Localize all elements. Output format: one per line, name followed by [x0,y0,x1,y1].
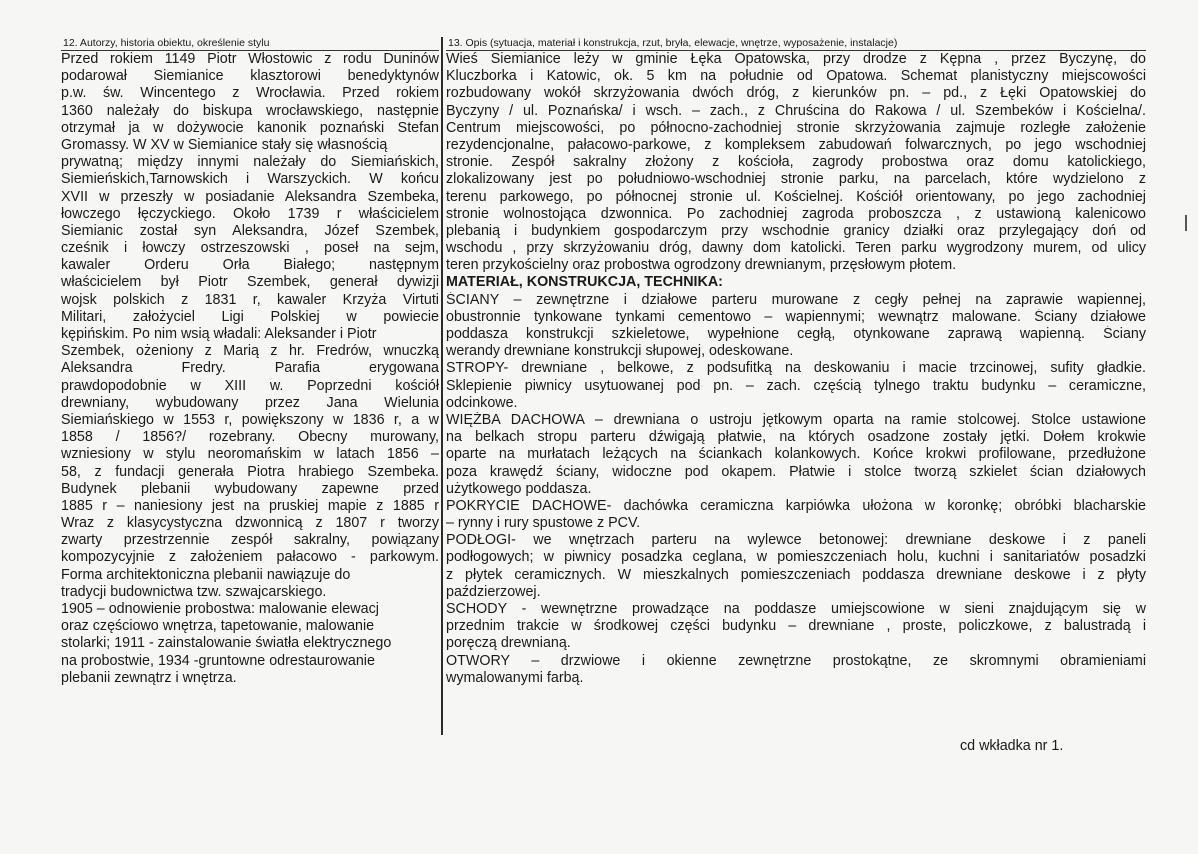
continuation-note: cd wkładka nr 1. [960,738,1064,754]
description-text [446,51,1146,687]
description-line: WIĘŹBA DACHOWA – drewniana o ustroju jętkowym oparta na ramie stolcowej. Stolce ustawione [446,411,1146,428]
history-line: Wraz z klasycystyczna dzwonnicą z 1807 r tworzy [61,515,439,532]
description-line: PODŁOGI- we wnętrzach parteru na wylewce betonowej: drewniane deskowe i z paneli [446,532,1146,549]
description-line: przednim trakcie w środkowej części budynku – drewniane , proste, policzkowe, z balustradą i [446,618,1146,635]
history-line: XVII w przeszły w posiadanie Aleksandra Szembeka, [61,188,439,205]
history-line: zwarty przestrzennie zespół sakralny, powiązany [61,532,439,549]
history-line: p.w. św. Wincentego z Wrocławia. Przed rokiem [61,85,439,102]
description-line: wymalowanymi farbą. [446,669,584,686]
description-line: rezydencjonalne, pałacowo-parkowe, z kompleksem zabudowań folwarcznych, po jego wschodniej [446,136,1146,153]
history-line: kawaler Orderu Orła Białego; następnym [61,257,439,274]
history-header: 12. Autorzy, historia obiektu, określenie stylu [61,37,439,51]
description-line: ŚCIANY – zewnętrzne i działowe parteru murowane z cegły pełnej na zaprawie wapiennej, [446,291,1146,308]
description-line: terenu parkowego, po północnej stronie ul. Kościelnej. Kościół orientowany, po jego zachodniej [446,188,1146,205]
history-line: Budynek plebanii wybudowany zapewne przed [61,480,439,497]
description-line: zlokalizowany jest po południowo-wschodniej stronie parku, na parcelach, które wydzielono z [446,171,1146,188]
history-line: tradycji budownictwa tzw. szwajcarskiego. [61,583,327,600]
history-line: na probostwie, 1934 -gruntowne odrestaurowanie [61,652,375,669]
history-line: łowczego łęczyckiego. Około 1739 r właścicielem [61,205,439,222]
history-line: Przed rokiem 1149 Piotr Włostowic z rodu Duninów [61,51,439,67]
history-line: Siemieńskich,Tarnowskich i Warszyckich. W końcu [61,171,439,188]
description-line: odcinkowe. [446,394,518,411]
history-line: Forma architektoniczna plebanii nawiązuje do [61,566,351,583]
history-line: prawdopodobnie w XIII w. Poprzedni kościół [61,377,439,394]
history-line: 1858 / 1856?/ rozebrany. Obecny murowany, [61,429,439,446]
history-line: Szembek, ożeniony z Marią z hr. Fredrów, wnuczką [61,343,439,360]
history-column [61,37,439,727]
description-line: werandy drewniane konstrukcji słupowej, odeskowane. [446,343,794,360]
description-line: POKRYCIE DACHOWE- dachówka ceramiczna karpiówka ułożona w koronkę; obróbki blacharskie [446,497,1146,514]
history-line: 1885 r – naniesiony jest na pruskiej mapie z 1885 r [61,497,439,514]
history-line: właścicielem był Piotr Szembek, generał dywizji [61,274,439,291]
history-line: wojsk polskich z 1831 r, kawaler Krzyża Virtuti [61,291,439,308]
history-line: kompozycyjnie z założeniem pałacowo - parkowym. [61,549,439,566]
history-line: drewniany, wybudowany przez Jana Wielunia [61,394,439,411]
description-line: z płytek ceramicznych. W mieszkalnych pomieszczeniach poddasza drewniane deskowe i z płyty [446,566,1146,583]
description-line: obustronnie tynkowane tynkami cementowo – wapiennymi; wewnątrz malowane. Ściany działowe [446,308,1146,325]
description-line: rozbudowany wokół skrzyżowania dwóch dróg, z kierunków pn. – pd., z Łęki Opatowskiej do [446,85,1146,102]
description-line: użytkowego poddasza. [446,480,592,497]
scan-edge-mark [1183,215,1189,231]
history-line: kępińskim. Po nim wsią władali: Aleksander i Piotr [61,326,377,342]
description-line: stronie. Zespół sakralny złożony z kościoła, zagrody probostwa oraz domu katolickiego, [446,154,1146,171]
history-line: Siemianic został syn Aleksandra, Józef Szembek, [61,222,439,239]
description-column [446,37,1146,757]
description-line: poddasza konstrukcji szkieletowe, wypełnione cegłą, otynkowane zaprawą wapienną. Ściany [446,326,1146,342]
description-line: Sklepienie piwnicy usytuowanej pod pn. – zach. częścią tylnego traktu budynku – ceramiczne, [446,377,1146,394]
history-line: wzniesiony w stylu neoromańskim w latach 1856 – [61,446,439,463]
description-line: stronie wolnostojąca dzwonnica. Po zachodniej zagroda proboszcza , z ustawioną kalenicowo [446,205,1146,222]
history-text [61,51,439,687]
history-line: podarował Siemianice klasztorowi benedyktynów [61,68,439,85]
description-line: MATERIAŁ, KONSTRUKCJA, TECHNIKA: [446,274,723,291]
history-line: 58, z fundacji generała Piotra hrabiego Szembeka. [61,463,439,480]
description-line: STROPY- drewniane , belkowe, z podsufitką na deskowaniu i macie trzcinowej, sufity gładkie. [446,360,1146,377]
history-line: Gromassy. W XV w Siemianice stały się własnością [61,136,388,153]
history-line: Militari, założyciel Ligi Polskiej w powiecie [61,308,439,325]
description-line: Wieś Siemianice leży w gminie Łęka Opatowska, przy drodze z Kępna , przez Byczynę, do [446,51,1146,67]
description-line: podłogowych; w piwnicy posadzka ceglana, w pomieszczeniach holu, kuchni i sanitariatów posadzki [446,549,1146,566]
description-line: teren przykościelny oraz probostwa ogrodzony drewnianym, przęsłowym płotem. [446,257,957,274]
description-line: poręczą drewnianą. [446,635,571,652]
description-line: oparte na murłatach leżących na ściankach kolankowych. Końce krokwi profilowane, przedłużone [446,446,1146,463]
history-line: prywatną; między innymi należały do Siemiańskich, [61,154,439,171]
history-line: otrzymał ja w dożywocie kanonik poznański Stefan [61,119,439,136]
description-line: – rynny i rury spustowe z PCV. [446,515,641,532]
history-line: 1905 – odnowienie probostwa: malowanie elewacj [61,601,379,617]
description-line: na belkach stropu parteru dźwigają płatwie, na których osadzone zostały jętki. Dołem krokwie [446,429,1146,446]
description-line: poza krawędź ściany, widoczne pod okapem. Płatwie i stolce tworzą szkielet ścian działowych [446,463,1146,480]
description-header: 13. Opis (sytuacja, materiał i konstrukcja, rzut, bryła, elewacje, wnętrze, wyposażenie, instalacje) [446,37,1146,51]
description-line: paździerzowej. [446,583,541,600]
history-line: Siemiańskiego w 1553 r, powiększony w 1836 r, a w [61,411,439,428]
history-line: oraz częściowo wnętrza, tapetowanie, malowanie [61,618,375,635]
description-line: Centrum miejscowości, po północno-zachodniej stronie skrzyżowania zajmuje rozległe założenie [446,119,1146,136]
history-line: 1360 należały do biskupa wrocławskiego, następnie [61,102,439,119]
description-line: OTWORY – drzwiowe i okienne zewnętrzne prostokątne, ze skromnymi obramieniami [446,652,1146,669]
history-line: Aleksandra Fredry. Parafia erygowana [61,360,439,377]
history-line: cześnik i łowczy ostrzeszowski , poseł na sejm, [61,240,439,257]
history-line: stolarki; 1911 - zainstalowanie światła elektrycznego [61,635,392,652]
description-line: Kluczborka i Katowic, ok. 5 km na południe od Opatowa. Schemat planistyczny miejscowości [446,68,1146,85]
description-line: wschodu , przy skrzyżowaniu dróg, dawny dom katolicki. Teren parku wygrodzony murem, od ulicy [446,240,1146,257]
description-line: plebanią i budynkiem gospodarczym przy wschodnie granicy działki oraz przylegający doń od [446,222,1146,239]
description-line: SCHODY - wewnętrzne prowadzące na poddasze umiejscowione w sieni znajdującym się w [446,601,1146,617]
description-line: Byczyny / ul. Poznańska/ i wsch. – zach., z Chruścina do Rakowa / ul. Szembeków i Kościelna/. [446,102,1146,119]
history-line: plebanii zewnątrz i wnętrza. [61,669,237,686]
column-divider [441,37,443,735]
